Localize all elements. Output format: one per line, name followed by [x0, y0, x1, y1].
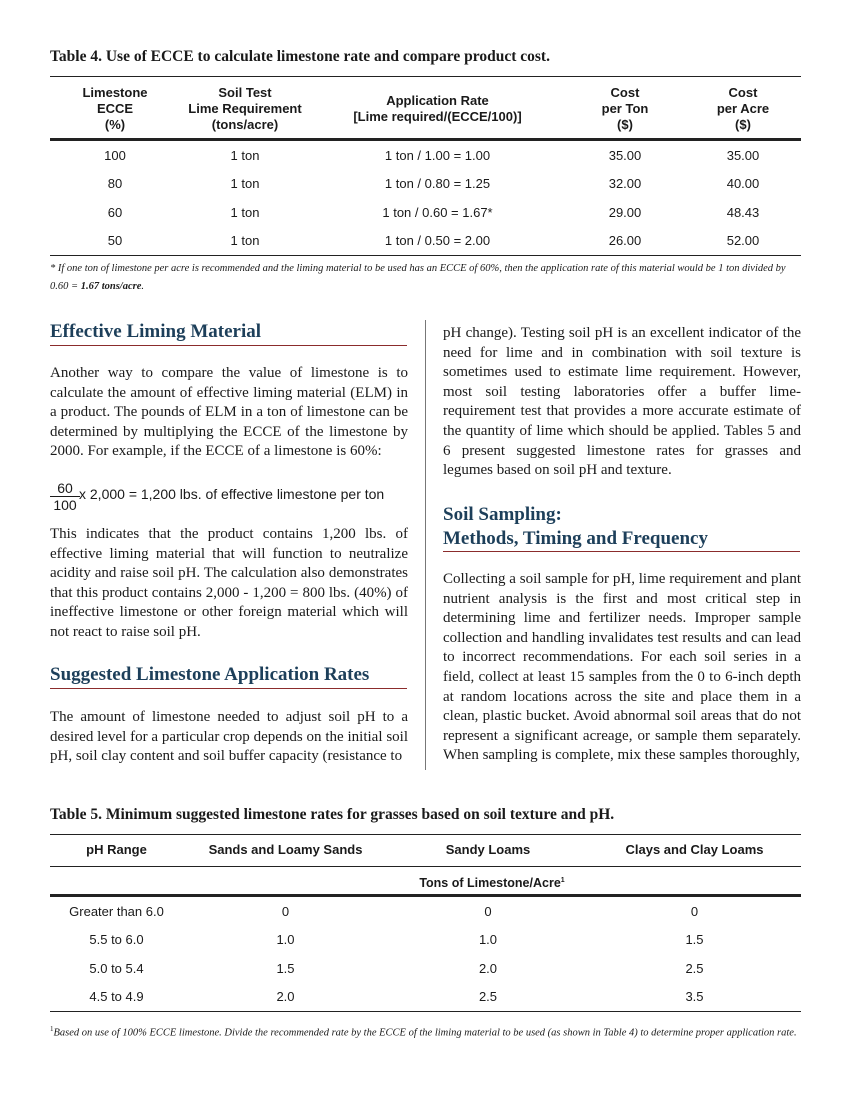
- table4-header-application-rate: Application Rate [Lime required/(ECCE/100)]: [353, 93, 522, 124]
- table-cell: 80: [107, 176, 123, 192]
- table-cell: 2.0: [478, 960, 498, 976]
- table-cell: 2.5: [685, 960, 704, 976]
- table4-header-soil-test: Soil Test Lime Requirement (tons/acre): [188, 85, 302, 132]
- table4-bottom-rule: [50, 255, 801, 256]
- table-row: [50, 926, 801, 955]
- fraction-numerator: 60: [57, 480, 73, 496]
- table-cell: 1 ton: [230, 204, 260, 220]
- equation-text: x 2,000 = 1,200 lbs. of effective limestone per ton: [79, 486, 385, 502]
- subheader-text: Tons of Limestone/Acre: [419, 876, 561, 891]
- table5-header-sandy-loams: Sandy Loams: [445, 842, 531, 857]
- elm-equation: [50, 480, 420, 514]
- table-cell: 1 ton: [230, 147, 260, 163]
- table5-bottom-rule: [50, 1011, 801, 1012]
- table5-header-clays: Clays and Clay Loams: [625, 842, 764, 857]
- table4-header-ecce: Limestone ECCE (%): [82, 85, 148, 132]
- paragraph-rates: The amount of limestone needed to adjust soil pH to a desired level for a particular crop depends on the initial soil pH, soil clay content and soil buffer capacity (resistance to: [50, 709, 408, 765]
- table5-header-row: [50, 835, 801, 865]
- table-cell: 2.5: [478, 989, 498, 1005]
- table-cell: 35.00: [726, 147, 760, 163]
- table-cell: 52.00: [726, 233, 760, 249]
- table-cell: 40.00: [726, 176, 760, 192]
- table5-footnote: [50, 1020, 802, 1043]
- heading-rule: [50, 688, 407, 689]
- table-cell: 100: [104, 147, 126, 163]
- table5-header-sands: Sands and Loamy Sands: [208, 842, 363, 857]
- table-cell: 3.5: [685, 989, 704, 1005]
- table-cell: 1 ton: [230, 176, 260, 192]
- heading-soil-sampling: [443, 503, 708, 551]
- heading-suggested-rates: Suggested Limestone Application Rates: [50, 664, 370, 685]
- table5-header-ph-range: pH Range: [86, 842, 147, 857]
- footnote-text: Based on use of 100% ECCE limestone. Divide the recommended rate by the ECCE of the liming material to be used (as shown in Table 4) to determine proper application rate.: [53, 1027, 797, 1039]
- table-cell: 1 ton / 0.80 = 1.25: [384, 176, 491, 192]
- table5-caption: Table 5. Minimum suggested limestone rates for grasses based on soil texture and pH.: [50, 806, 615, 823]
- table-row: [50, 983, 801, 1012]
- table-cell: 29.00: [608, 204, 642, 220]
- heading-rule: [443, 551, 800, 552]
- footnote-text: * If one ton of limestone per acre is recommended and the liming material to be used has an ECCE of 60%, then the application rate of this material would be 1 ton divided by 0.60 =: [50, 263, 786, 292]
- table-cell: 35.00: [608, 147, 642, 163]
- heading-effective-liming-material: Effective Liming Material: [50, 321, 262, 342]
- table4-header-row: [50, 83, 801, 135]
- table4-body: [50, 141, 801, 255]
- table-row: [50, 227, 801, 256]
- table-cell: 32.00: [608, 176, 642, 192]
- table4-header-cost-acre: Cost per Acre ($): [716, 85, 770, 132]
- paragraph-elm-intro: Another way to compare the value of limestone is to calculate the amount of effective liming material (ELM) in a product. The pounds of ELM in a ton of limestone can be determined by multiplying the ECCE of the limestone by 2000. For example, if the ECCE of a limestone is 60%:: [50, 365, 408, 460]
- table5-body: [50, 897, 801, 1011]
- table5: [50, 835, 801, 865]
- table4-top-rule: [50, 76, 801, 77]
- table-cell: 1.5: [276, 960, 295, 976]
- table4: [50, 83, 801, 135]
- table-cell: 26.00: [608, 233, 642, 249]
- table-cell: 48.43: [726, 204, 760, 220]
- table-cell: 1.5: [685, 932, 704, 948]
- heading-line: Soil Sampling:: [443, 504, 562, 525]
- table-cell: 1 ton: [230, 233, 260, 249]
- footnote-end: .: [141, 281, 145, 292]
- table-cell: 0: [484, 903, 492, 919]
- table4-header-cost-ton: Cost per Ton ($): [601, 85, 649, 132]
- heading-line: Methods, Timing and Frequency: [443, 528, 708, 549]
- heading-rule: [50, 345, 407, 346]
- table-cell: 1 ton / 0.60 = 1.67*: [382, 204, 493, 220]
- table-cell: 1.0: [276, 932, 295, 948]
- table-cell: 2.0: [276, 989, 295, 1005]
- table4-footnote: [50, 260, 802, 296]
- table-cell: 1 ton / 0.50 = 2.00: [384, 233, 491, 249]
- table5-subheader: [183, 867, 801, 895]
- paragraph-sampling: Collecting a soil sample for pH, lime requirement and plant nutrient analysis is the first and most critical step in determining lime and fertilizer needs. Improper sample collection and handling invalidates test results and can lead to incorrect recommendations. For each soil series in a field, collect at least 15 samples from the 0 to 6-inch depth at random locations across the site and place them in a clean, plastic bucket. Avoid abnormal soil areas that do not represent a significant acreage, or sample them separately. When sampling is complete, mix these samples thoroughly,: [443, 571, 801, 764]
- table-cell: 0: [281, 903, 290, 919]
- table-cell: 50: [107, 233, 123, 249]
- table-cell: Greater than 6.0: [69, 903, 164, 919]
- table-cell: 4.5 to 4.9: [89, 989, 144, 1005]
- table-cell: 5.5 to 6.0: [89, 932, 144, 948]
- column-divider: [425, 320, 426, 770]
- paragraph-elm-result: This indicates that the product contains 1,200 lbs. of effective liming material that will function to neutralize acidity and raise soil pH. The calculation also demonstrates that this product contains 2,000 - 1,200 = 800 lbs. (40%) of ineffective limestone or other foreign material which will not react to raise soil pH.: [50, 526, 408, 640]
- footnote-marker: 1: [50, 1025, 54, 1033]
- table-row: [50, 198, 801, 227]
- footnote-bold-value: 1.67 tons/acre: [80, 281, 142, 292]
- paragraph-ph-testing: pH change). Testing soil pH is an excellent indicator of the need for lime and in combination with soil texture is sometimes used to estimate lime requirement. However, most soil testing laboratories offer a buffer lime-requirement test that provides a more accurate estimate of the quantity of lime which should be applied. Tables 5 and 6 present suggested limestone rates for grasses and legumes based on soil pH and texture.: [443, 325, 801, 479]
- table-row: [50, 897, 801, 926]
- table-cell: 1 ton / 1.00 = 1.00: [384, 147, 491, 163]
- table-row: [50, 954, 801, 983]
- table-cell: 60: [107, 204, 123, 220]
- table-cell: 0: [690, 903, 699, 919]
- table-row: [50, 170, 801, 199]
- subheader-footnote-marker: 1: [560, 877, 565, 884]
- table-row: [50, 141, 801, 170]
- fraction-denominator: 100: [53, 497, 77, 513]
- table4-caption: Table 4. Use of ECCE to calculate limestone rate and compare product cost.: [50, 48, 550, 65]
- table-cell: 5.0 to 5.4: [89, 960, 144, 976]
- table-cell: 1.0: [478, 932, 498, 948]
